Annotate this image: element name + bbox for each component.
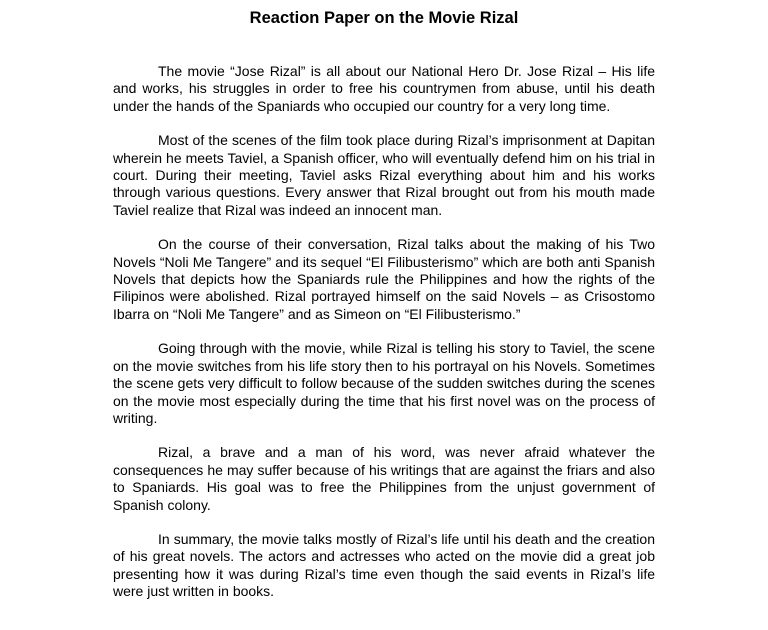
paragraph: Most of the scenes of the film took place during Rizal’s imprisonment at Dapitan wherein he meets Taviel, a Spanish officer, who will eventually defend him on his trial in court. During their meeting, Taviel asks Rizal everything about him and his works through various questions. Every answer that Rizal brought out from his mouth made Taviel realize that Rizal was indeed an innocent man. — [113, 132, 655, 218]
document-title: Reaction Paper on the Movie Rizal — [249, 9, 519, 27]
paragraph: Going through with the movie, while Rizal is telling his story to Taviel, the scene on the movie switches from his life story then to his portrayal on his Novels. Sometimes the scene gets very difficult to follow because of the sudden switches during the scenes on the movie most especially during the time that his first novel was on the process of writing. — [113, 340, 655, 426]
paragraph: The movie “Jose Rizal” is all about our National Hero Dr. Jose Rizal – His life and works, his struggles in order to free his countrymen from abuse, until his death under the hands of the Spaniards who occupied our country for a very long time. — [113, 63, 655, 114]
document-body — [113, 63, 655, 601]
paragraph: In summary, the movie talks mostly of Rizal’s life until his death and the creation of his great novels. The actors and actresses who acted on the movie did a great job presenting how it was during Rizal’s time even though the said events in Rizal’s life were just written in books. — [113, 530, 655, 600]
paragraph: On the course of their conversation, Rizal talks about the making of his Two Novels “Noli Me Tangere” and its sequel “El Filibusterismo” which are both anti Spanish Novels that depicts how the Spaniards rule the Philippines and how the rights of the Filipinos were abolished. Rizal portrayed himself on the said Novels – as Crisostomo Ibarra on “Noli Me Tangere” and as Simeon on “El Filibusterismo.” — [113, 236, 655, 322]
paragraph: Rizal, a brave and a man of his word, was never afraid whatever the consequences he may suffer because of his writings that are against the friars and also to Spaniards. His goal was to free the Philippines from the unjust government of Spanish colony. — [113, 444, 655, 513]
